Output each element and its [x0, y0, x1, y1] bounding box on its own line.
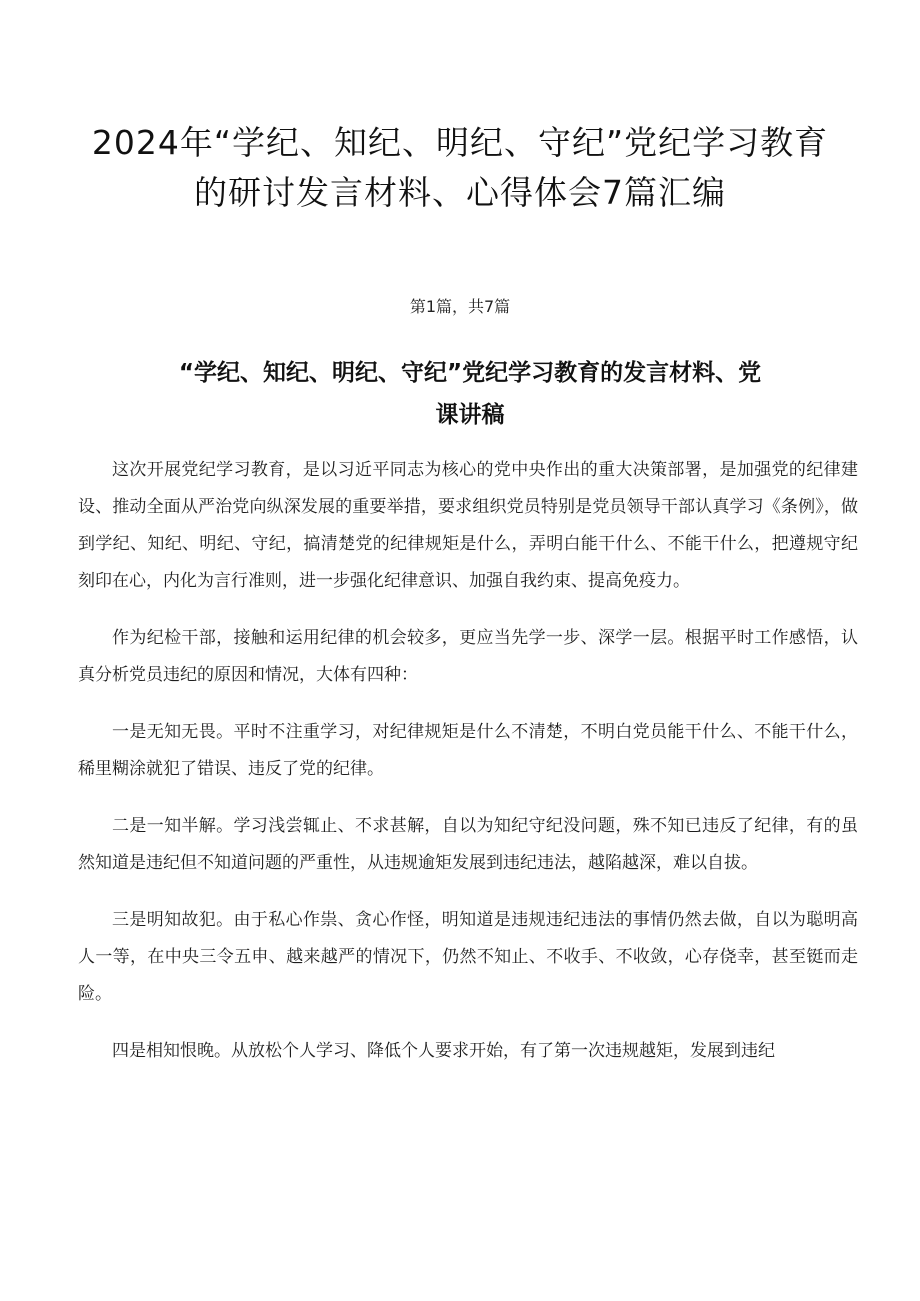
section-title-line-2: 课讲稿: [435, 402, 505, 428]
paragraph: 一是无知无畏。平时不注重学习，对纪律规矩是什么不清楚，不明白党员能干什么、不能干什么，稀里糊涂就犯了错误、违反了党的纪律。: [78, 722, 858, 779]
part-label: 第1篇，共7篇: [409, 297, 511, 316]
section-title-line-1: “学纪、知纪、明纪、守纪”党纪学习教育的发言材料、党: [178, 360, 762, 386]
document-body: [78, 452, 858, 1090]
paragraph: 二是一知半解。学习浅尝辄止、不求甚解，自以为知纪守纪没问题，殊不知已违反了纪律，有的虽然知道是违纪但不知道问题的严重性，从违规逾矩发展到违纪违法，越陷越深，难以自拔。: [78, 816, 858, 873]
paragraph: 作为纪检干部，接触和运用纪律的机会较多，更应当先学一步、深学一层。根据平时工作感悟，认真分析党员违纪的原因和情况，大体有四种：: [78, 628, 858, 685]
document-title-line-2: 的研讨发言材料、心得体会7篇汇编: [194, 173, 726, 212]
paragraph: 三是明知故犯。由于私心作祟、贪心作怪，明知道是违规违纪违法的事情仍然去做，自以为聪明高人一等，在中央三令五申、越来越严的情况下，仍然不知止、不收手、不收敛，心存侥幸，甚至铤而走险。: [78, 910, 858, 1004]
document-title: [60, 118, 860, 218]
paragraph: 这次开展党纪学习教育，是以习近平同志为核心的党中央作出的重大决策部署，是加强党的纪律建设、推动全面从严治党向纵深发展的重要举措，要求组织党员特别是党员领导干部认真学习《条例》，做到学纪、知纪、明纪、守纪，搞清楚党的纪律规矩是什么，弄明白能干什么、不能干什么，把遵规守纪刻印在心，内化为言行准则，进一步强化纪律意识、加强自我约束、提高免疫力。: [78, 460, 858, 591]
section-title: [140, 352, 800, 436]
paragraph: 四是相知恨晚。从放松个人学习、降低个人要求开始，有了第一次违规越矩，发展到违纪: [112, 1041, 775, 1061]
document-title-line-1: 2024年“学纪、知纪、明纪、守纪”党纪学习教育: [91, 123, 829, 162]
